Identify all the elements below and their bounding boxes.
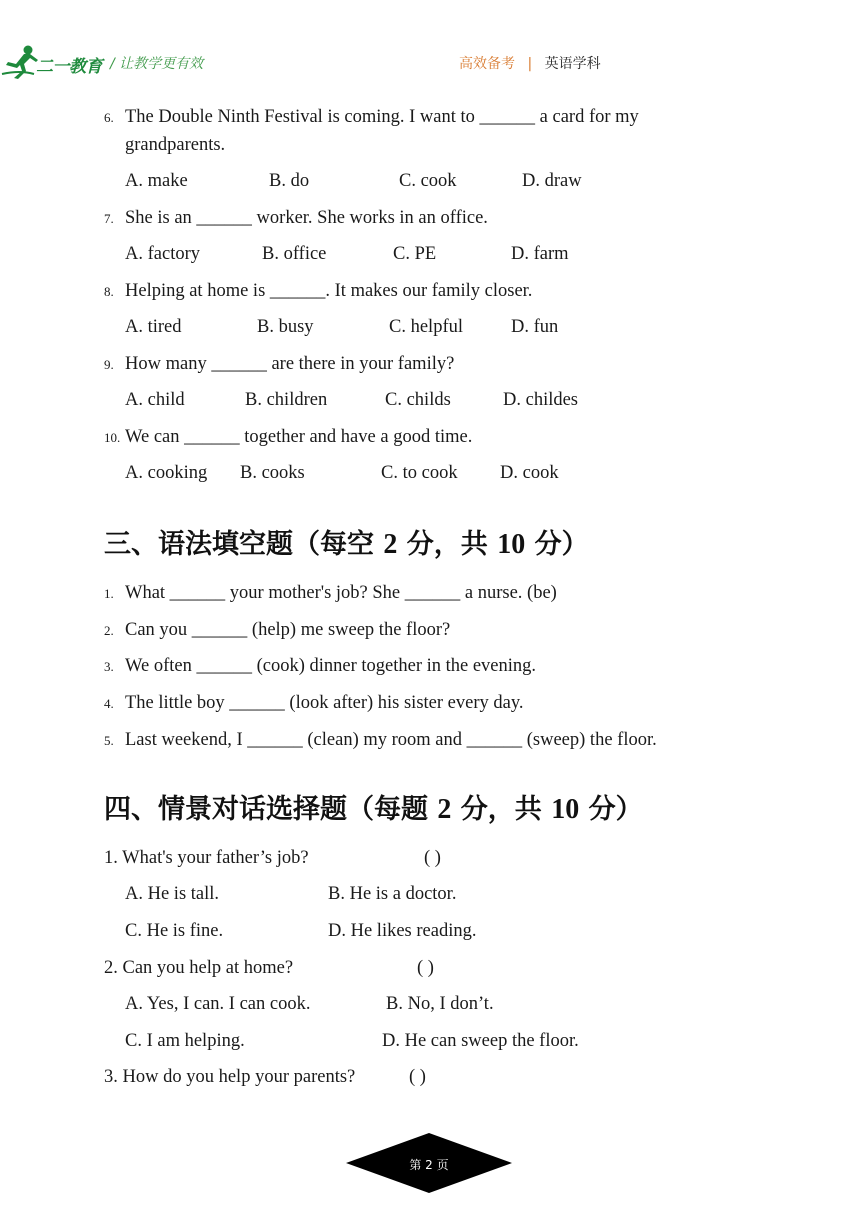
question-text: The Double Ninth Festival is coming. I want to ______ a card for my bbox=[125, 107, 639, 127]
option-c: C. I am helping. bbox=[125, 1031, 245, 1051]
question-item bbox=[104, 691, 524, 716]
option-d: D. draw bbox=[522, 171, 582, 191]
question-text: We often ______ (cook) dinner together in the evening. bbox=[125, 656, 537, 676]
question-item bbox=[104, 279, 532, 304]
option-a: A. He is tall. bbox=[125, 884, 220, 904]
section-title-dialogue: 四、情景对话选择题（每题 2 分，共 10 分） bbox=[104, 794, 643, 825]
question-text: Can you ______ (help) me sweep the floor? bbox=[125, 620, 451, 640]
option-b: B. cooks bbox=[240, 463, 305, 483]
option-d: D. He likes reading. bbox=[328, 921, 477, 941]
option-a: A. child bbox=[125, 390, 185, 410]
question-text: 1. What's your father’s job? bbox=[104, 848, 309, 868]
question-item bbox=[104, 581, 557, 606]
header-separator: | bbox=[527, 56, 533, 72]
question-text: 2. Can you help at home? bbox=[104, 958, 294, 978]
option-b: B. office bbox=[262, 244, 327, 264]
question-text: Last weekend, I ______ (clean) my room and ______ (sweep) the floor. bbox=[125, 730, 657, 750]
question-number: 9. bbox=[104, 357, 114, 372]
option-d: D. childes bbox=[503, 390, 579, 410]
option-a: A. make bbox=[125, 171, 188, 191]
question-item bbox=[104, 352, 454, 377]
question-number: 6. bbox=[104, 110, 114, 125]
question-item bbox=[104, 728, 657, 753]
header-subject bbox=[459, 53, 601, 73]
question-text: She is an ______ worker. She works in an office. bbox=[125, 208, 488, 228]
logo-text: 二一教育 bbox=[36, 57, 102, 77]
option-d: D. He can sweep the floor. bbox=[382, 1031, 579, 1051]
question-item bbox=[104, 618, 450, 643]
question-text-continued: grandparents. bbox=[125, 135, 226, 155]
question-number: 2. bbox=[104, 623, 114, 638]
option-a: A. Yes, I can. I can cook. bbox=[125, 994, 311, 1014]
header-tag-subject: 英语学科 bbox=[544, 56, 601, 72]
question-number: 1. bbox=[104, 586, 114, 601]
question-item bbox=[104, 654, 536, 679]
page-header bbox=[0, 0, 860, 100]
answer-paren: ( ) bbox=[424, 848, 441, 868]
option-a: A. tired bbox=[125, 317, 182, 337]
section-title-grammar: 三、语法填空题（每空 2 分，共 10 分） bbox=[104, 529, 589, 560]
question-text: The little boy ______ (look after) his sister every day. bbox=[125, 693, 524, 713]
question-number: 10. bbox=[104, 430, 121, 445]
answer-paren: ( ) bbox=[409, 1067, 426, 1087]
option-d: D. fun bbox=[511, 317, 559, 337]
option-b: B. do bbox=[269, 171, 310, 191]
question-number: 4. bbox=[104, 696, 114, 711]
option-c: C. helpful bbox=[389, 317, 463, 337]
option-c: C. PE bbox=[393, 244, 437, 264]
question-text: We can ______ together and have a good time. bbox=[125, 427, 473, 447]
question-item bbox=[104, 105, 639, 130]
option-a: A. cooking bbox=[125, 463, 208, 483]
option-b: B. busy bbox=[257, 317, 314, 337]
question-text: How many ______ are there in your family? bbox=[125, 354, 455, 374]
question-number: 7. bbox=[104, 211, 114, 226]
question-text: 3. How do you help your parents? bbox=[104, 1067, 356, 1087]
answer-paren: ( ) bbox=[417, 958, 434, 978]
option-c: C. cook bbox=[399, 171, 457, 191]
question-number: 3. bbox=[104, 659, 114, 674]
option-d: D. cook bbox=[500, 463, 559, 483]
question-text: Helping at home is ______. It makes our family closer. bbox=[125, 281, 533, 301]
option-c: C. He is fine. bbox=[125, 921, 224, 941]
header-slogan: / 让教学更有效 bbox=[110, 56, 204, 72]
question-text: What ______ your mother's job? She ______ a nurse. (be) bbox=[125, 583, 557, 603]
page-number: 第 2 页 bbox=[409, 1158, 449, 1172]
question-number: 8. bbox=[104, 284, 114, 299]
option-d: D. farm bbox=[511, 244, 569, 264]
question-number: 5. bbox=[104, 733, 114, 748]
question-item bbox=[104, 206, 488, 231]
option-a: A. factory bbox=[125, 244, 200, 264]
option-c: C. to cook bbox=[381, 463, 458, 483]
option-c: C. childs bbox=[385, 390, 451, 410]
question-item bbox=[104, 425, 472, 450]
header-tag-prep: 高效备考 bbox=[459, 56, 515, 72]
option-b: B. No, I don’t. bbox=[386, 994, 494, 1014]
option-b: B. children bbox=[245, 390, 328, 410]
option-b: B. He is a doctor. bbox=[328, 884, 457, 904]
